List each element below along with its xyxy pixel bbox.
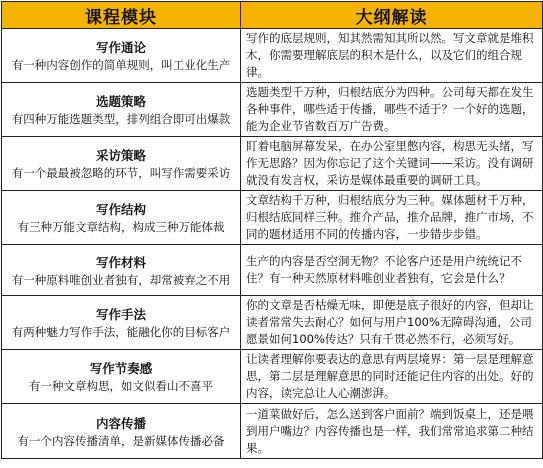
module-title: 写作结构 bbox=[95, 202, 146, 217]
module-cell bbox=[2, 29, 241, 83]
module-title: 写作通论 bbox=[95, 40, 146, 55]
outline-description: 一道菜做好后，怎么送到客户面前？端到饭桌上，还是喂到用户嘴边？内容传播也是一样，我们常常追求第二种结果。 bbox=[241, 404, 543, 459]
module-cell bbox=[2, 404, 241, 459]
module-cell bbox=[2, 296, 241, 350]
table-row bbox=[2, 137, 543, 191]
table-row bbox=[2, 191, 543, 245]
module-cell bbox=[2, 350, 241, 404]
table-row bbox=[2, 245, 543, 296]
module-subtitle: 有三种万能文章结构，构成三种万能体裁 bbox=[17, 220, 225, 234]
outline-description: 让读者理解你要表达的意思有两层境界：第一层是理解意思，第二层是理解意思的同时还能记住内容的出处。好的内容，读完总让人心潮澎湃。 bbox=[241, 350, 543, 404]
module-cell bbox=[2, 191, 241, 245]
module-title: 写作手法 bbox=[95, 307, 146, 322]
module-title: 内容传播 bbox=[95, 415, 146, 431]
outline-description: 写作的底层规则，知其然需知其所以然。写文章就是堆积木，你需要理解底层的积木是什么，以及它们的组合规律。 bbox=[241, 29, 543, 83]
table-row bbox=[2, 296, 543, 350]
column-header-outline: 大纲解读 bbox=[241, 2, 543, 29]
module-subtitle: 有一种内容创作的简单规则，叫工业化生产 bbox=[11, 58, 231, 72]
course-outline-document bbox=[1, 1, 542, 466]
module-subtitle: 有一种原料唯创业者独有，却常被弃之不用 bbox=[11, 272, 231, 287]
table-row bbox=[2, 350, 543, 404]
outline-description: 盯着电脑屏幕发呆，在办公室里憋内容，构思无头绪，写作无思路？因为你忘记了这个关键词——采访。没有调研就没有发言权，采访是媒体最重要的调研工具。 bbox=[241, 137, 543, 191]
module-subtitle: 有一个最最被忽略的环节，叫写作需要采访 bbox=[11, 166, 231, 180]
outline-description: 选题类型千万种，归根结底分为四种。公司每天都在发生各种事件，哪些适于传播，哪些不适于？一个好的选题，能为企业节省数百万广告费。 bbox=[241, 83, 543, 137]
module-title: 采访策略 bbox=[95, 148, 146, 163]
table-row bbox=[2, 404, 543, 459]
outline-description: 你的文章是否枯燥无味，即便是底子很好的内容，但却让读者常常失去耐心？如何与用户100%无障碍沟通，公司愿景如何100%传达？只有千贯必然不行，必须写好。 bbox=[241, 296, 543, 350]
module-cell bbox=[2, 137, 241, 191]
outline-description: 生产的内容是否空洞无物？不论客户还是用户统统记不住？有一种天然原材料唯创业者独有，它会是什么？ bbox=[241, 245, 543, 296]
module-subtitle: 有四种万能选题类型，排列组合即可出爆款 bbox=[11, 112, 231, 126]
module-title: 写作节奏感 bbox=[89, 361, 153, 376]
module-subtitle: 有一种文章构思，如文似看山不喜平 bbox=[29, 379, 213, 393]
column-header-module: 课程模块 bbox=[2, 2, 241, 29]
table-row bbox=[2, 29, 543, 83]
module-cell bbox=[2, 83, 241, 137]
module-cell bbox=[2, 245, 241, 296]
course-outline-table bbox=[1, 1, 543, 459]
module-subtitle: 有一个内容传播清单，是新媒体传播必备 bbox=[17, 433, 225, 448]
module-title: 写作材料 bbox=[95, 254, 146, 270]
module-title: 选题策略 bbox=[95, 94, 146, 109]
outline-description: 文章结构千万种，归根结底分为三种。媒体题材千万种，归根结底同样三种。推介产品，推介品牌，推广市场，不同的题材适用不同的传播内容，一步错步步错。 bbox=[241, 191, 543, 245]
table-row bbox=[2, 83, 543, 137]
module-subtitle: 有两种魅力写作手法，能融化你的目标客户 bbox=[11, 325, 231, 339]
table-header-row bbox=[2, 2, 543, 29]
